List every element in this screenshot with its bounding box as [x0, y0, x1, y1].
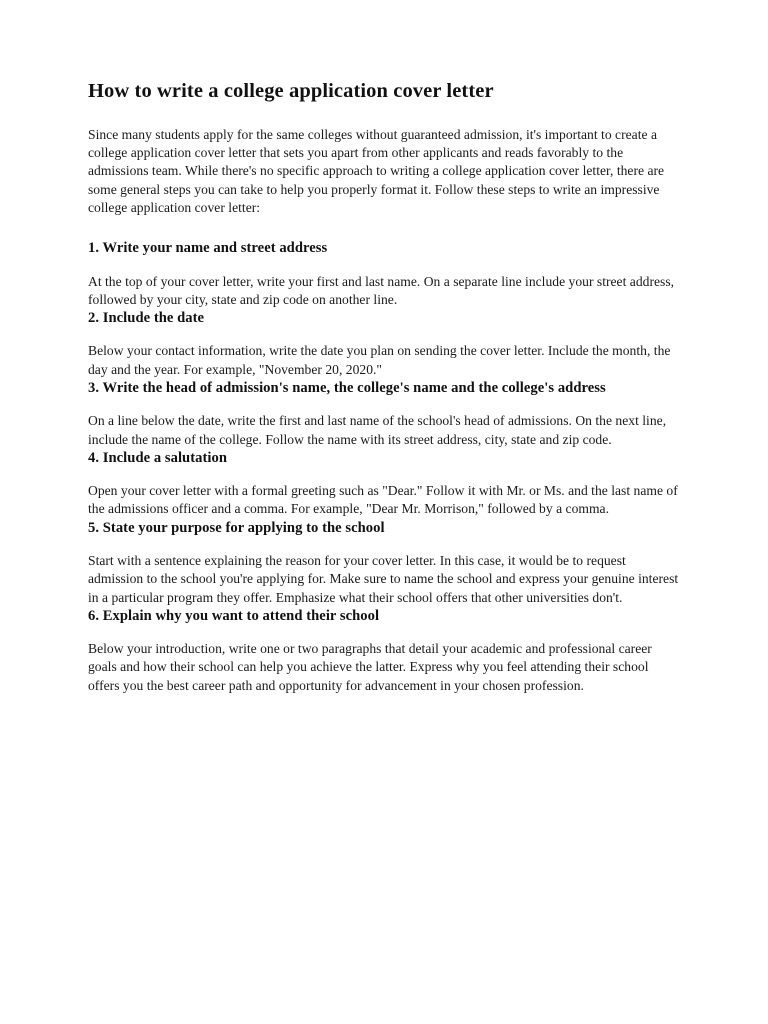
section-heading-6: 6. Explain why you want to attend their school [88, 607, 380, 624]
section-heading-5: 5. State your purpose for applying to the school [88, 519, 385, 536]
intro-paragraph: Since many students apply for the same colleges without guaranteed admission, it's important to create a college application cover letter that sets you apart from other applicants and reads favorably to the admissions team. While there's no specific approach to writing a college application cover letter, there are some general steps you can take to help you properly format it. Follow these steps to write an impressive college application cover letter: [88, 127, 665, 215]
section-1 [88, 239, 680, 309]
section-paragraph-1: At the top of your cover letter, write your first and last name. On a separate line include your street address, followed by your city, state and zip code on another line. [88, 273, 675, 307]
section-heading-1: 1. Write your name and street address [88, 240, 328, 257]
section-heading-4: 4. Include a salutation [88, 449, 228, 466]
section-6 [88, 607, 680, 695]
section-heading-2: 2. Include the date [88, 309, 205, 326]
section-paragraph-3: On a line below the date, write the first and last name of the school's head of admissions. On the next line, include the name of the college. Follow the name with its street address, city, state and zip code. [88, 413, 667, 447]
section-2 [88, 309, 680, 379]
page-title: How to write a college application cover letter [88, 80, 494, 102]
section-paragraph-6: Below your introduction, write one or two paragraphs that detail your academic and professional career goals and how their school can help you achieve the latter. Express why you feel attending their school offers you the best career path and opportunity for advancement in your chosen profession. [88, 641, 652, 693]
section-paragraph-2: Below your contact information, write the date you plan on sending the cover letter. Include the month, the day and the year. For example, "November 20, 2020." [88, 343, 671, 377]
section-5 [88, 519, 680, 607]
section-4 [88, 449, 680, 519]
document-content [88, 78, 680, 695]
section-3 [88, 379, 680, 449]
section-paragraph-5: Start with a sentence explaining the reason for your cover letter. In this case, it would be to request admission to the school you're applying for. Make sure to name the school and express your genuine interest in a particular program they offer. Emphasize what their school offers that other universities don't. [88, 553, 679, 605]
section-paragraph-4: Open your cover letter with a formal greeting such as "Dear." Follow it with Mr. or Ms. and the last name of the admissions officer and a comma. For example, "Dear Mr. Morrison," followed by a comma. [88, 483, 678, 517]
section-heading-3: 3. Write the head of admission's name, the college's name and the college's address [88, 379, 606, 396]
